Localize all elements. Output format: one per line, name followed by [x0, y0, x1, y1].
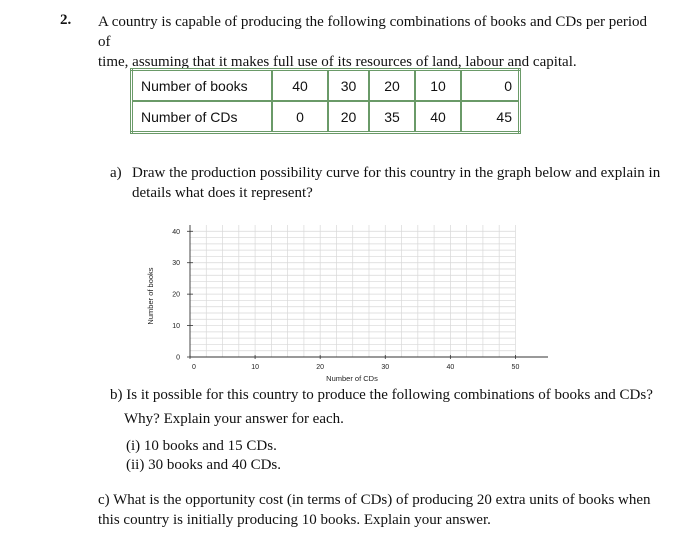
table-row-cds	[132, 101, 520, 133]
question-number: 2.	[60, 12, 72, 28]
part-b-items	[126, 437, 281, 475]
part-c-line-1: c) What is the opportunity cost (in terms of CDs) of producing 20 extra units of books when	[98, 492, 651, 508]
table-cell: 45	[461, 101, 520, 133]
part-b-item-ii: (ii) 30 books and 40 CDs.	[126, 457, 281, 473]
x-tick-label: 30	[381, 364, 390, 371]
ppc-graph	[0, 215, 560, 385]
table-cell: 20	[328, 101, 369, 133]
chart-grid	[190, 225, 548, 357]
x-tick-label: 40	[446, 364, 455, 371]
part-b	[110, 385, 670, 405]
combinations-table	[130, 68, 521, 134]
table-cell: 10	[415, 70, 461, 102]
part-a-line-2: details what does it represent?	[132, 185, 313, 201]
table-cell: 40	[415, 101, 461, 133]
y-tick-label: 0	[176, 354, 180, 362]
x-tick-label: 20	[316, 364, 325, 371]
part-b-marker: b)	[110, 387, 123, 403]
part-a-marker: a)	[110, 165, 122, 181]
part-b-item-i: (i) 10 books and 15 CDs.	[126, 438, 277, 454]
table-cell: 0	[461, 70, 520, 102]
books-row-label: Number of books	[132, 70, 273, 102]
intro-line-1: A country is capable of producing the following combinations of books and CDs per period of	[98, 14, 648, 50]
y-axis-label: Number of books	[146, 267, 155, 325]
x-tick-label: 10	[251, 364, 259, 371]
x-axis-label: Number of CDs	[326, 374, 378, 383]
x-tick-label: 0	[192, 364, 196, 371]
y-tick-label: 40	[172, 228, 180, 236]
part-c-line-2: this country is initially producing 10 books. Explain your answer.	[98, 512, 491, 528]
part-a	[110, 163, 670, 203]
question-intro	[98, 12, 658, 72]
table-cell: 20	[369, 70, 415, 102]
table-cell: 30	[328, 70, 369, 102]
part-b-line-2: Why? Explain your answer for each.	[124, 411, 344, 427]
table-cell: 40	[272, 70, 328, 102]
cds-row-label: Number of CDs	[132, 101, 273, 133]
y-tick-label: 30	[172, 260, 180, 268]
intro-line-2: time, assuming that it makes full use of its resources of land, labour and capital.	[98, 54, 577, 70]
part-a-line-1: Draw the production possibility curve for this country in the graph below and explain in	[132, 165, 661, 181]
table-cell: 35	[369, 101, 415, 133]
x-tick-label: 50	[511, 364, 520, 371]
y-tick-label: 10	[172, 323, 180, 331]
table-row-books	[132, 70, 520, 102]
part-b-line-1: Is it possible for this country to produce the following combinations of books and CDs?	[126, 387, 653, 403]
table-cell: 0	[272, 101, 328, 133]
part-c	[98, 490, 668, 530]
y-tick-label: 20	[172, 291, 180, 299]
